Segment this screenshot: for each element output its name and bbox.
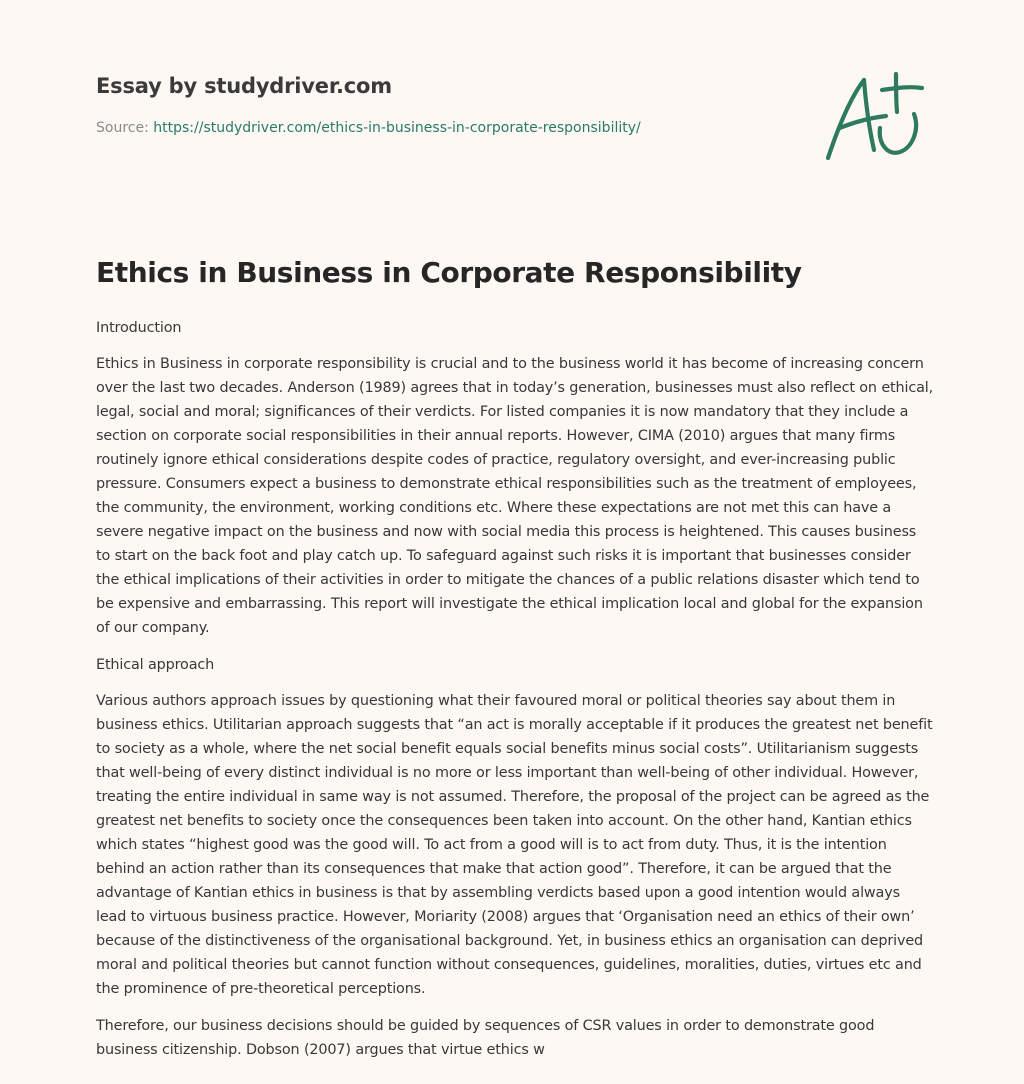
a-plus-logo-icon — [820, 66, 930, 166]
source-line — [96, 120, 796, 136]
section-heading-ethical-approach: Ethical approach — [96, 657, 215, 673]
page-title: Ethics in Business in Corporate Responsibility — [96, 256, 802, 289]
essay-header — [96, 74, 796, 136]
source-link[interactable]: https://studydriver.com/ethics-in-business-in-corporate-responsibility/ — [153, 120, 641, 136]
brand-title: Essay by studydriver.com — [96, 74, 392, 98]
closing-paragraph: Therefore, our business decisions should be guided by sequences of CSR values in order to demonstrate good business citizenship. Dobson (2007) argues that virtue ethics w — [96, 1018, 875, 1058]
essay-body — [96, 316, 934, 1075]
ethical-approach-paragraph: Various authors approach issues by questioning what their favoured moral or political theories say about them in business ethics. Utilitarian approach suggests that “an act is morally acceptable if it produces the greatest net benefit to society as a whole, where the net social benefit equals social benefits minus social costs”. Utilitarianism suggests that well-being of every distinct individual is no more or less important than well-being of other individual. However, treating the entire individual in same way is not assumed. Therefore, the proposal of the project can be agreed as the greatest net benefits to society once the consequences been taken into account. On the other hand, Kantian ethics which states “highest good was the good will. To act from a good will is to act from duty. Thus, it is the intention behind an action rather than its consequences that make that action good”. Therefore, it can be argued that the advantage of Kantian ethics in business is that by assembling verdicts based upon a good intention would always lead to virtuous business practice. However, Moriarity (2008) argues that ‘Organisation need an ethics of their own’ because of the distinctiveness of the organisational background. Yet, in business ethics an organisation can deprived moral and political theories but cannot function without consequences, guidelines, moralities, duties, virtues etc and the prominence of pre-theoretical perceptions. — [96, 693, 933, 997]
source-label: Source: — [96, 120, 149, 136]
section-heading-introduction: Introduction — [96, 320, 182, 336]
introduction-paragraph: Ethics in Business in corporate responsibility is crucial and to the business world it has become of increasing concern over the last two decades. Anderson (1989) agrees that in today’s generation, businesses must also reflect on ethical, legal, social and moral; significances of their verdicts. For listed companies it is now mandatory that they include a section on corporate social responsibilities in their annual reports. However, CIMA (2010) argues that many firms routinely ignore ethical considerations despite codes of practice, regulatory oversight, and ever-increasing public pressure. Consumers expect a business to demonstrate ethical responsibilities such as the treatment of employees, the community, the environment, working conditions etc. Where these expectations are not met this can have a severe negative impact on the business and now with social media this process is heightened. This causes business to start on the back foot and play catch up. To safeguard against such risks it is important that businesses consider the ethical implications of their activities in order to mitigate the chances of a public relations disaster which tend to be expensive and embarrassing. This report will investigate the ethical implication local and global for the expansion of our company. — [96, 356, 934, 636]
